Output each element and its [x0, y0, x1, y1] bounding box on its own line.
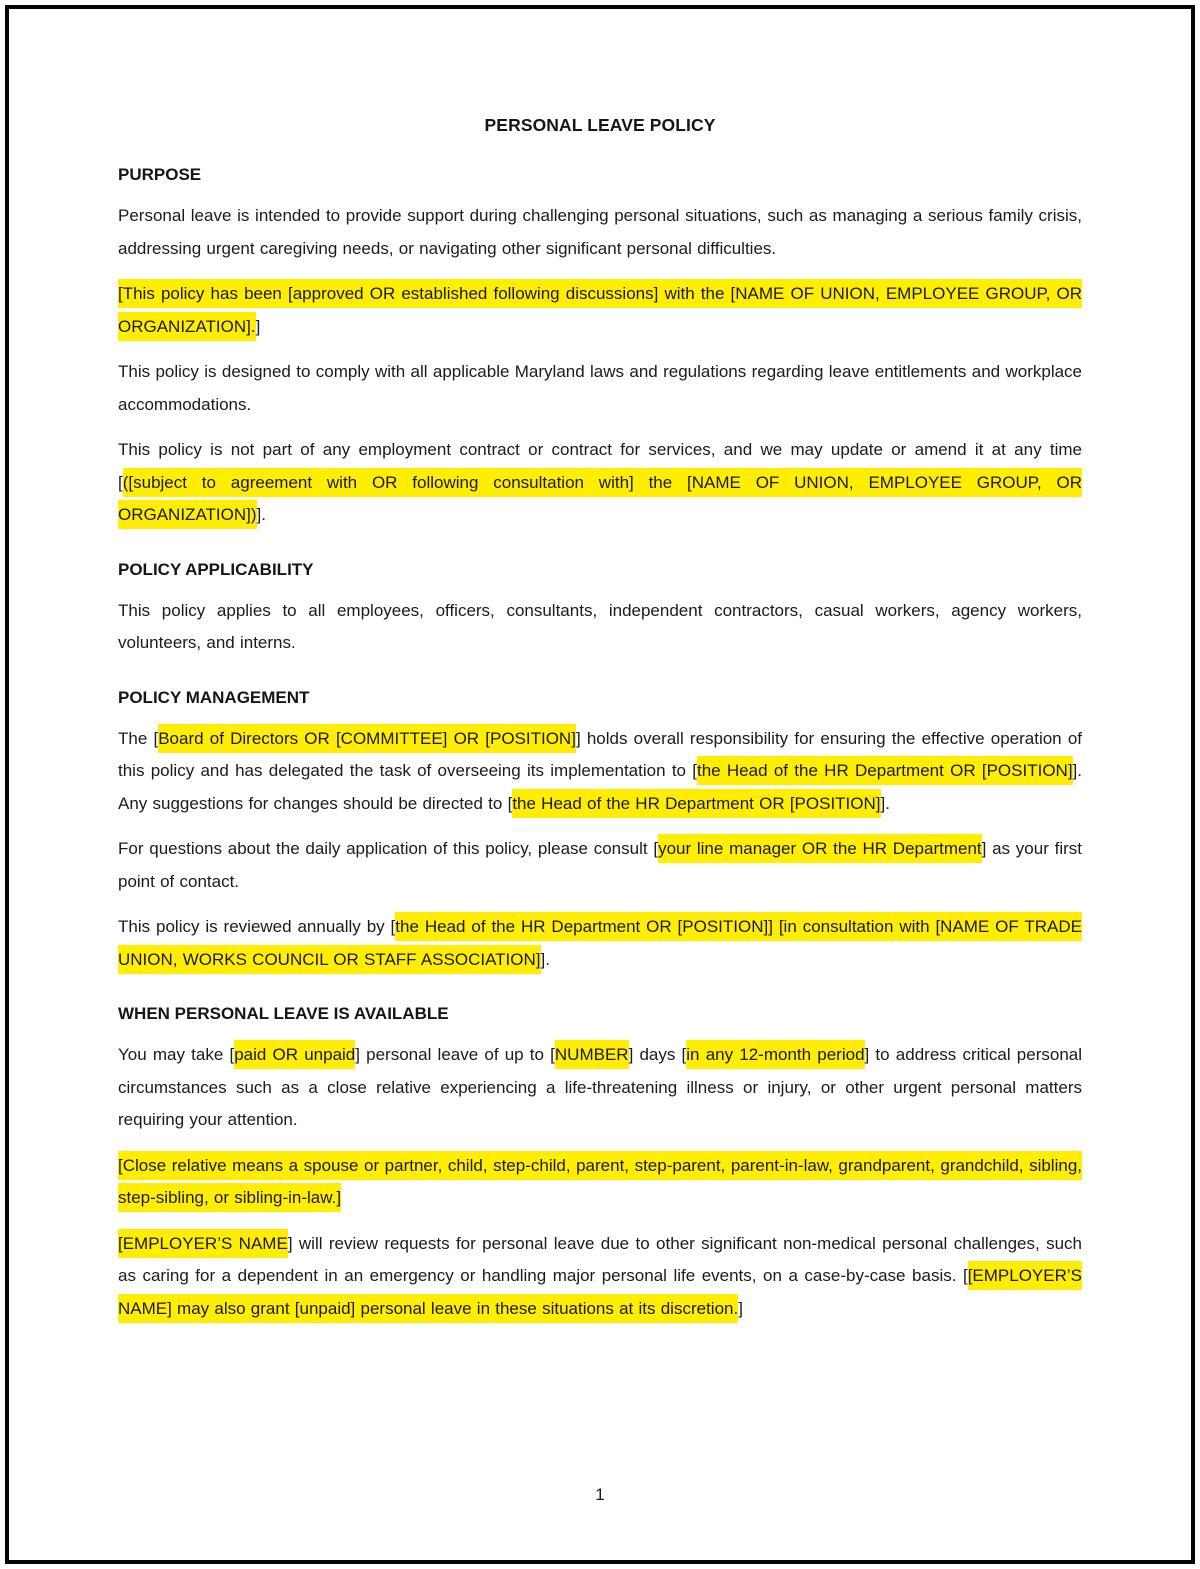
paragraph — [118, 200, 1082, 265]
highlighted-text-run: paid OR unpaid — [234, 1040, 355, 1069]
paragraph — [118, 278, 1082, 343]
text-run: This policy is designed to comply with all applicable Maryland laws and regulations regarding leave entitlements and workplace accommodations. — [118, 362, 1082, 414]
section-heading: WHEN PERSONAL LEAVE IS AVAILABLE — [118, 1004, 449, 1023]
highlighted-text-run: Board of Directors OR [COMMITTEE] OR [POSITION] — [158, 724, 576, 753]
page-number: 1 — [595, 1485, 605, 1504]
text-run: ] days [ — [628, 1045, 687, 1064]
text-run: The [ — [118, 728, 159, 748]
text-run: ]. Any suggestions for changes should be directed to [ — [118, 761, 1082, 813]
text-run: ] as your first point of contact. — [118, 839, 1082, 891]
paragraph — [118, 723, 1082, 821]
text-run: You may take [ — [118, 1045, 235, 1064]
highlighted-text-run: [EMPLOYER’S NAME] may also grant [unpaid] personal leave in these situations at its discretion. — [118, 1261, 1082, 1323]
paragraph — [118, 1150, 1082, 1215]
document-title: PERSONAL LEAVE POLICY — [484, 115, 716, 135]
text-run: Personal leave is intended to provide support during challenging personal situations, such as managing a serious family crisis, addressing urgent caregiving needs, or navigating other significant personal difficulties. — [118, 206, 1082, 258]
highlighted-text-run: your line manager OR the HR Department — [658, 834, 982, 863]
section-heading: POLICY APPLICABILITY — [118, 559, 314, 579]
section-heading: POLICY MANAGEMENT — [118, 687, 310, 707]
text-run: ] — [255, 316, 261, 336]
paragraph — [118, 595, 1082, 660]
section-heading: PURPOSE — [118, 165, 202, 184]
paragraph — [118, 833, 1082, 898]
text-run: ] will review requests for personal leave due to other significant non-medical personal challenges, such as caring for a dependent in an emergency or handling major personal life events, on a case-by-case basis. [ — [118, 1233, 1082, 1285]
text-run: This policy applies to all employees, officers, consultants, independent contractors, casual workers, agency workers, volunteers, and interns. — [118, 600, 1082, 652]
text-run: ] to address critical personal circumstances such as a close relative experiencing a life-threatening illness or injury, or other urgent personal matters requiring your attention. — [118, 1045, 1083, 1129]
document-page — [118, 9, 1082, 1338]
text-run: ] personal leave of up to [ — [355, 1045, 555, 1064]
text-run: This policy is reviewed annually by [ — [118, 917, 396, 936]
highlighted-text-run: the Head of the HR Department OR [POSITION]] [in consultation with [NAME OF TRADE UNION, WORKS COUNCIL OR STAFF ASSOCIATION] — [118, 912, 1082, 974]
text-run: ]. — [880, 793, 890, 813]
text-run: ] — [738, 1298, 743, 1318]
text-run: This policy is not part of any employment contract or contract for services, and we may update or amend it at any time [ — [118, 440, 1082, 492]
text-run: ]. — [540, 949, 550, 969]
paragraph — [118, 1228, 1082, 1326]
text-run: ]. — [256, 505, 266, 524]
highlighted-text-run: [This policy has been [approved OR established following discussions] with the [NAME OF UNION, EMPLOYEE GROUP, OR ORGANIZATION]. — [118, 279, 1082, 341]
paragraph — [118, 356, 1082, 421]
paragraph — [118, 1039, 1082, 1137]
highlighted-text-run: NUMBER — [555, 1040, 629, 1069]
text-run: For questions about the daily application of this policy, please consult [ — [118, 839, 659, 858]
highlighted-text-run: the Head of the HR Department OR [POSITION] — [512, 789, 880, 818]
highlighted-text-run: in any 12-month period — [686, 1040, 864, 1069]
highlighted-text-run: ([subject to agreement with OR following consultation with] the [NAME OF UNION, EMPLOYEE GROUP, OR ORGANIZATION]) — [118, 468, 1082, 530]
highlighted-text-run: the Head of the HR Department OR [POSITION] — [697, 756, 1073, 785]
paragraph — [118, 911, 1082, 976]
paragraph — [118, 434, 1082, 532]
highlighted-text-run: [Close relative means a spouse or partner, child, step-child, parent, step-parent, parent-in-law, grandparent, grandchild, sibling, step-sibling, or sibling-in-law.] — [118, 1151, 1082, 1213]
text-run: ] holds overall responsibility for ensuring the effective operation of this policy and has delegated the task of overseeing its implementation to [ — [118, 728, 1082, 780]
document-body — [118, 163, 1082, 1325]
highlighted-text-run: [EMPLOYER’S NAME — [118, 1229, 288, 1258]
